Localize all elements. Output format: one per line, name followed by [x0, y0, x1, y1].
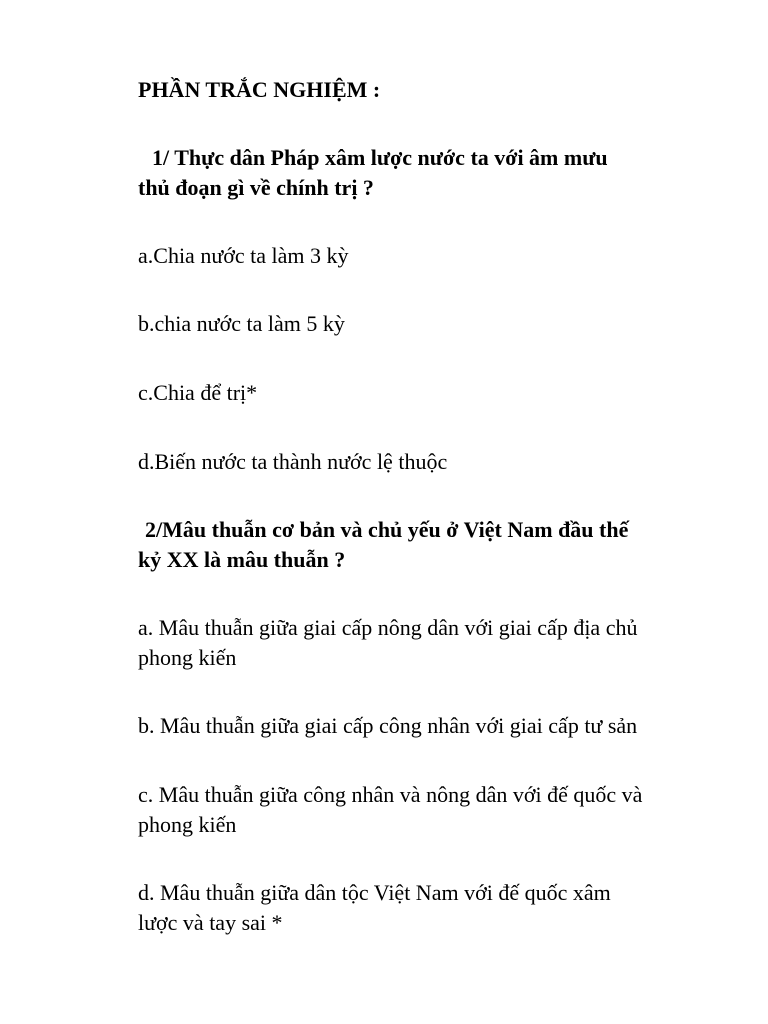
question-1-prompt-line-2: thủ đoạn gì về chính trị ? [138, 175, 374, 200]
option-line: b. Mâu thuẫn giữa giai cấp công nhân với giai cấp tư sản [138, 713, 638, 738]
option-line: phong kiến [138, 645, 237, 670]
question-2-option-c [138, 780, 728, 840]
question-1-option-b: b.chia nước ta làm 5 kỳ [138, 311, 345, 336]
question-1-option-c: c.Chia để trị* [138, 380, 258, 405]
question-1-option-d: d.Biến nước ta thành nước lệ thuộc [138, 449, 448, 474]
question-2 [138, 515, 718, 575]
option-line: c. Mâu thuẫn giữa công nhân và nông dân với đế quốc và [138, 782, 643, 807]
question-2-prompt-line-2: kỷ XX là mâu thuẫn ? [138, 547, 346, 572]
option-line: phong kiến [138, 812, 237, 837]
question-1-prompt-line-1: 1/ Thực dân Pháp xâm lược nước ta với âm mưu [152, 145, 608, 170]
section-title: PHẦN TRẮC NGHIỆM : [138, 77, 381, 102]
question-2-option-d [138, 878, 698, 938]
question-1-option-a: a.Chia nước ta làm 3 kỳ [138, 243, 349, 268]
option-line: d. Mâu thuẫn giữa dân tộc Việt Nam với đế quốc xâm [138, 880, 611, 905]
question-2-option-b [138, 711, 637, 741]
question-2-option-a [138, 613, 718, 673]
option-line: lược và tay sai * [138, 910, 283, 935]
option-line: a. Mâu thuẫn giữa giai cấp nông dân với giai cấp địa chủ [138, 615, 638, 640]
question-2-prompt-line-1: 2/Mâu thuẫn cơ bản và chủ yếu ở Việt Nam đầu thế [145, 517, 629, 542]
question-1 [138, 143, 698, 203]
